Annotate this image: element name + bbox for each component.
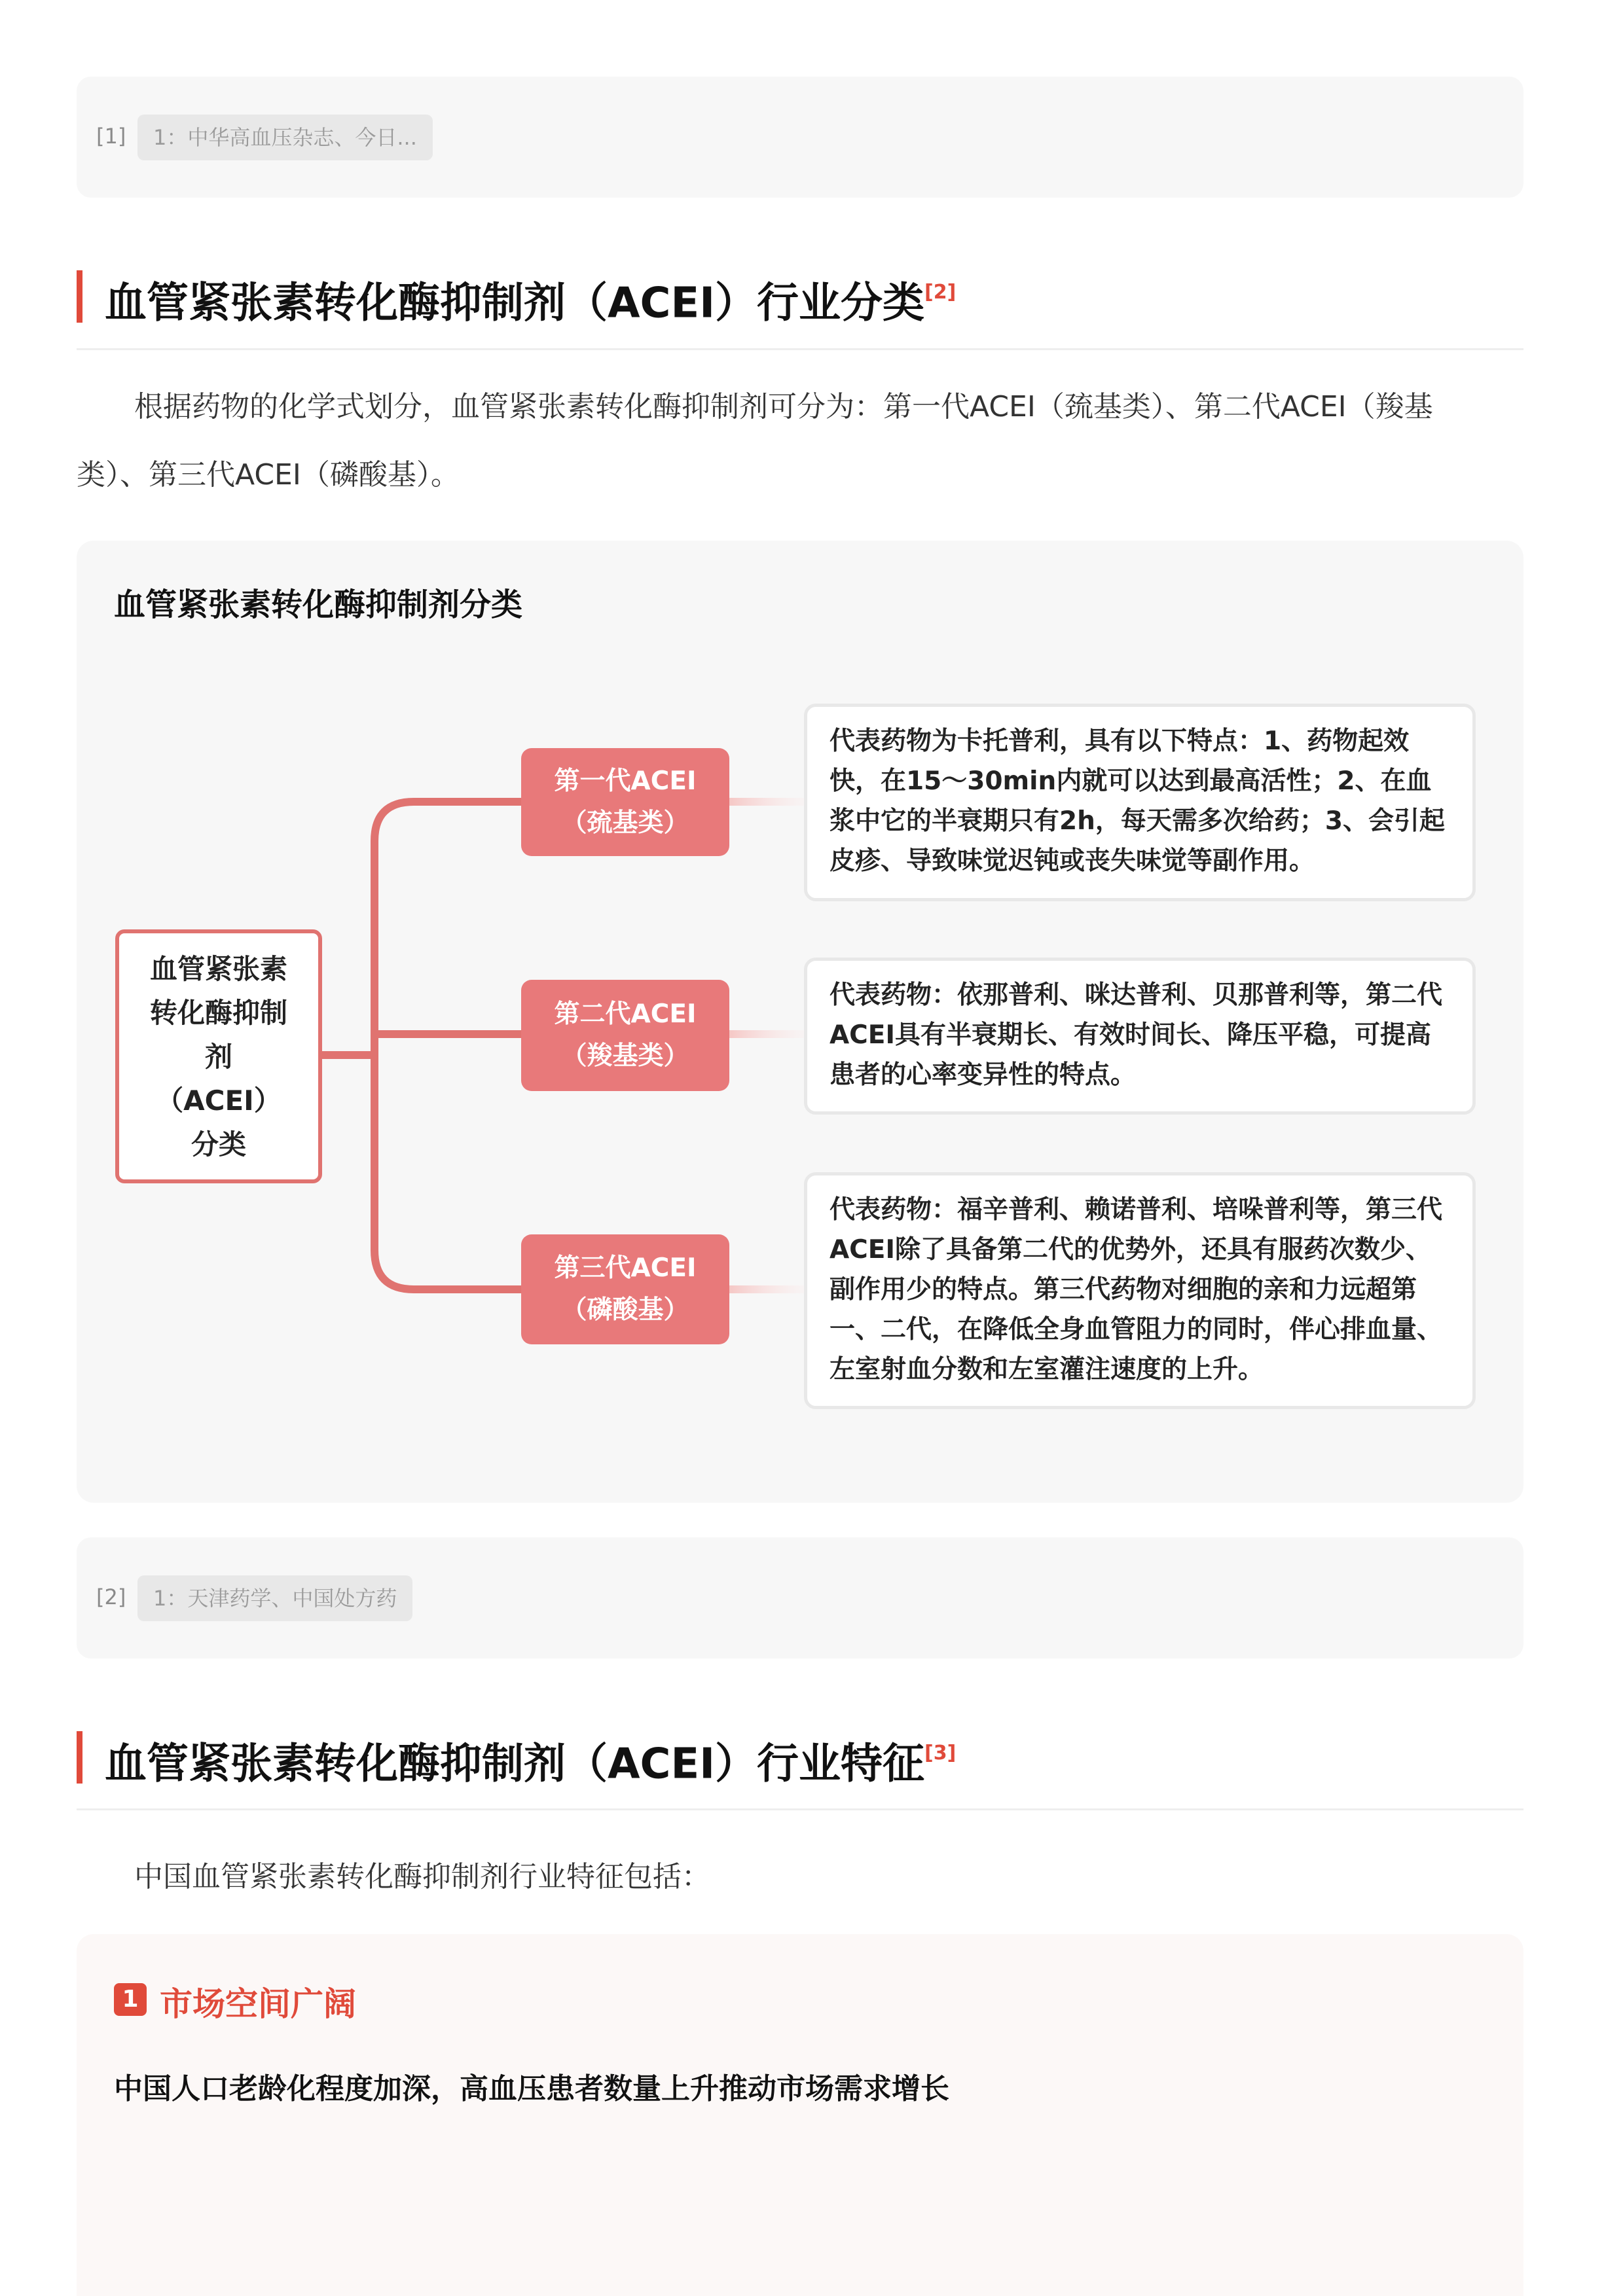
section-divider <box>77 1808 1523 1810</box>
reference-tag[interactable]: 1：中华高血压杂志、今日... <box>137 115 433 160</box>
section-title-features <box>105 1731 956 1790</box>
gen3-sub: （磷酸基） <box>561 1295 689 1325</box>
reference-number: [1] <box>96 124 126 149</box>
diagram-desc-gen1: 代表药物为卡托普利，具有以下特点：1、药物起效快，在15～30min内就可以达到最高活性；2、在血浆中它的半衰期只有2h，每天需多次给药；3、会引起皮疹、导致味觉迟钝或丧失味觉等副作用。 <box>804 704 1476 901</box>
diagram-root-node <box>115 929 322 1183</box>
root-line: 转化酶抑制 <box>149 996 287 1029</box>
root-line: 分类 <box>191 1128 246 1160</box>
section-title-ref[interactable]: [3] <box>924 1742 957 1765</box>
paragraph-line-2: 类）、第三代ACEI（磷酸基）。 <box>77 458 460 492</box>
diagram-desc-gen2: 代表药物：依那普利、咪达普利、贝那普利等，第二代ACEI具有半衰期长、有效时间长、降压平稳，可提高患者的心率变异性的特点。 <box>804 958 1476 1115</box>
feature-number-badge: 1 <box>114 1983 147 2016</box>
gen2-name: 第二代ACEI <box>554 999 697 1029</box>
diagram-title: 血管紧张素转化酶抑制剂分类 <box>114 586 523 623</box>
reference-number: [2] <box>96 1585 126 1609</box>
connector-branch-3 <box>374 1055 521 1289</box>
section-title-text: 血管紧张素转化酶抑制剂（ACEI）行业特征 <box>105 1740 925 1789</box>
connector-desc-1 <box>728 798 807 806</box>
gen1-name: 第一代ACEI <box>554 766 697 796</box>
gen3-name: 第三代ACEI <box>554 1253 697 1283</box>
root-line: （ACEI） <box>156 1084 282 1117</box>
diagram-desc-gen3: 代表药物：福辛普利、赖诺普利、培哚普利等，第三代ACEI除了具备第二代的优势外，还具有服药次数少、副作用少的特点。第三代药物对细胞的亲和力远超第一、二代，在降低全身血管阻力的同时，伴心排血量、左室射血分数和左室灌注速度的上升。 <box>804 1172 1476 1409</box>
paragraph-line-1: 根据药物的化学式划分，血管紧张素转化酶抑制剂可分为：第一代ACEI（巯基类）、第二代ACEI（羧基 <box>134 390 1433 423</box>
feature-subtitle: 中国人口老龄化程度加深，高血压患者数量上升推动市场需求增长 <box>114 2072 949 2106</box>
diagram-node-gen2 <box>521 980 729 1091</box>
section-title-ref[interactable]: [2] <box>924 281 957 304</box>
reference-tag[interactable]: 1：天津药学、中国处方药 <box>137 1575 412 1621</box>
root-line: 血管紧张素 <box>149 952 287 985</box>
diagram-node-gen3 <box>521 1234 729 1344</box>
gen2-sub: （羧基类） <box>561 1041 689 1071</box>
feature-title: 市场空间广阔 <box>160 1985 356 2023</box>
section-title-text: 血管紧张素转化酶抑制剂（ACEI）行业分类 <box>105 279 925 328</box>
section-accent-bar <box>77 1731 82 1784</box>
diagram-node-gen1 <box>521 748 729 856</box>
connector-desc-3 <box>728 1285 807 1293</box>
feature-card <box>77 1934 1523 2296</box>
root-line: 剂 <box>204 1040 232 1073</box>
connector-desc-2 <box>728 1030 807 1038</box>
connector-branch-1 <box>374 802 521 1055</box>
features-paragraph: 中国血管紧张素转化酶抑制剂行业特征包括： <box>134 1860 710 1893</box>
reference-box-2 <box>77 1537 1523 1659</box>
gen1-sub: （巯基类） <box>561 808 689 838</box>
